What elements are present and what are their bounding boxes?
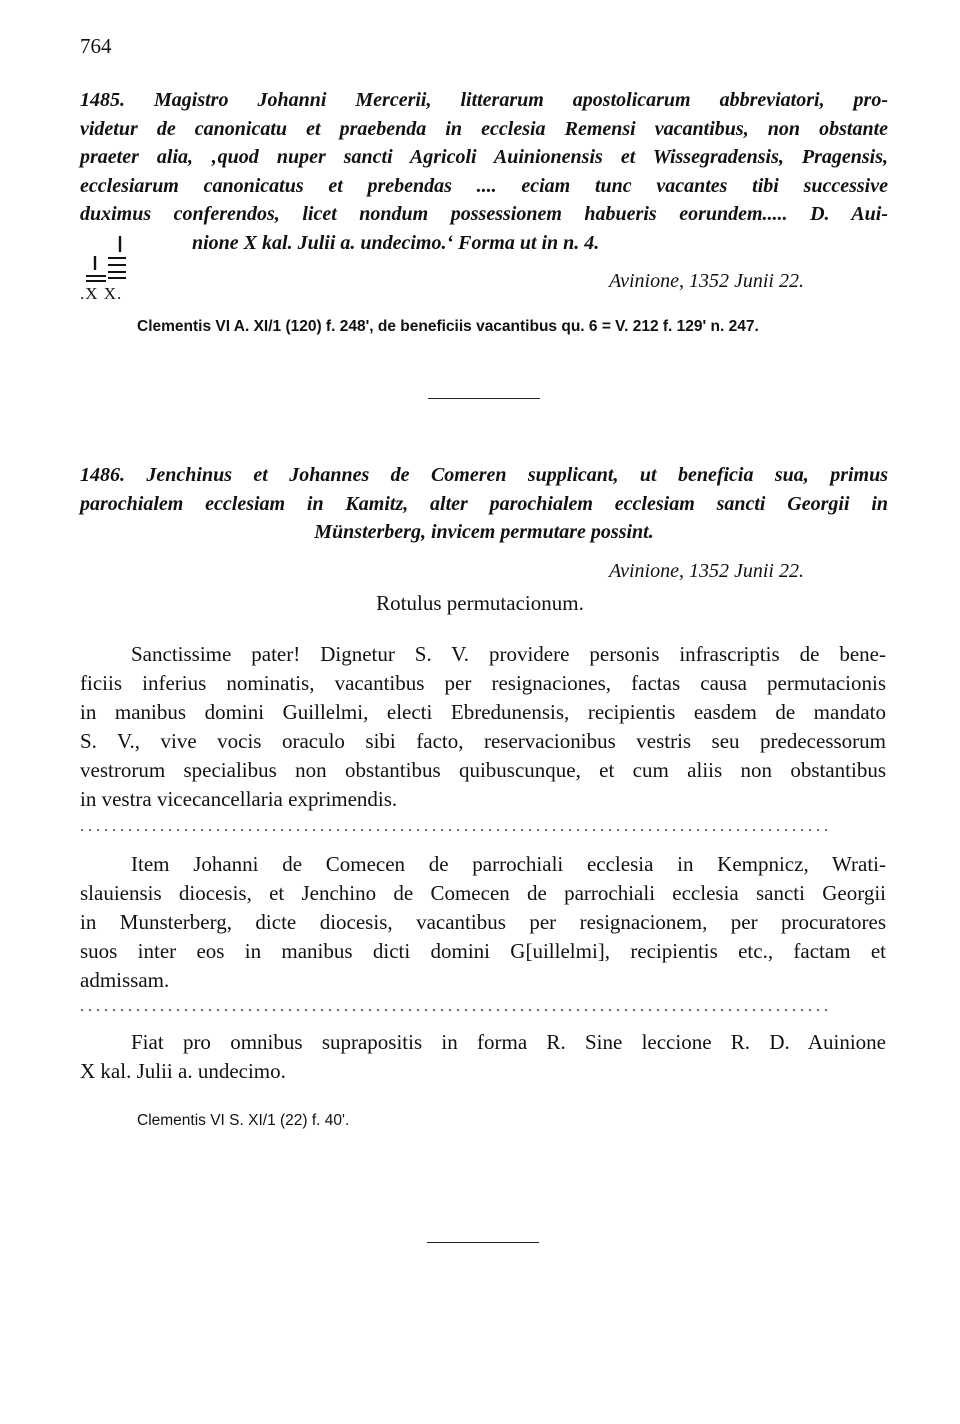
petition-line-5: vestrorum specialibus non obstantibus quibuscunque, et cum aliis non obstantibus [80, 758, 886, 782]
item-line-4: suos inter eos in manibus dicti domini G[uillelmi], recipientis etc., factam et [80, 939, 886, 963]
entry-1485-source: Clementis VI A. XI/1 (120) f. 248', de beneficiis vacantibus qu. 6 = V. 212 f. 129' n. 247. [137, 318, 759, 335]
entry-1485-line-3: praeter alia, ‚quod nuper sancti Agricoli Auinionensis et Wissegradensis, Pragensis, [80, 146, 888, 169]
entry-1485 [80, 86, 888, 258]
entry-1485-line-4: ecclesiarum canonicatus et prebendas .... eciam tunc vacantes tibi successive [80, 174, 888, 197]
item-paragraph [80, 850, 886, 995]
petition-line-6: in vestra vicecancellaria exprimendis. [80, 787, 398, 811]
rotulus-heading: Rotulus permutacionum. [376, 591, 584, 615]
petition-line-1: Sanctissime pater! Dignetur S. V. providere personis infrascriptis de bene- [131, 642, 886, 666]
item-line-1: Item Johanni de Comecen de parrochiali ecclesia in Kempnicz, Wrati- [131, 852, 886, 876]
fiat-line-2: X kal. Julii a. undecimo. [80, 1059, 286, 1083]
entry-1485-line-5: duximus conferendos, licet nondum possessionem habueris eorundem..... D. Aui- [80, 203, 888, 226]
sigla-text: .X X. [80, 284, 123, 303]
page-number: 764 [80, 34, 112, 58]
entry-1485-line-2: videtur de canonicatu et praebenda in ecclesia Remensi vacantibus, non obstante [80, 117, 888, 140]
entry-1486-date: Avinione, 1352 Junii 22. [609, 560, 804, 582]
entry-1485-date: Avinione, 1352 Junii 22. [609, 270, 804, 292]
fiat-line-1: Fiat pro omnibus suprapositis in forma R. Sine leccione R. D. Auinione [131, 1030, 886, 1054]
entry-number: 1486. [80, 464, 125, 486]
section-divider [428, 398, 540, 399]
fiat-paragraph [80, 1028, 886, 1086]
item-line-5: admissam. [80, 968, 170, 992]
entry-1485-line-1: 1485. Magistro Johanni Mercerii, litterarum apostolicarum abbreviatori, pro- [80, 89, 889, 111]
sigla-mark [80, 232, 180, 312]
entry-1486-line-2: parochialem ecclesiam in Kamitz, alter parochialem ecclesiam sancti Georgii in [80, 492, 888, 515]
petition-line-4: S. V., vive vocis oraculo sibi facto, reservacionibus vestris seu predecessorum [80, 729, 886, 753]
omission-dots-2: . . . . . . . . . . . . . . . . . . . . . . . . . . . . . . . . . . . . . . . . . . . . . . . . . . . . . . . . . . . . . . . . . . . . . . . . . . . . . . . . . . . . . . . . . . . . . . [80, 998, 828, 1015]
petition-line-2: ficiis inferius nominatis, vacantibus per resignaciones, factas causa permutacionis [80, 671, 886, 695]
omission-dots-1: . . . . . . . . . . . . . . . . . . . . . . . . . . . . . . . . . . . . . . . . . . . . . . . . . . . . . . . . . . . . . . . . . . . . . . . . . . . . . . . . . . . . . . . . . . . . . . [80, 818, 828, 835]
item-line-2: slauiensis diocesis, et Jenchino de Comecen de parrochiali ecclesia sancti Georgii [80, 881, 886, 905]
section-divider-bottom [427, 1242, 539, 1243]
entry-1486-summary [80, 461, 888, 547]
petition-line-3: in manibus domini Guillelmi, electi Ebredunensis, recipientis easdem de mandato [80, 700, 886, 724]
entry-1485-line-6: nione X kal. Julii a. undecimo.‘ Forma ut in n. 4. [192, 231, 600, 254]
item-line-3: in Munsterberg, dicte diocesis, vacantibus per resignacionem, per procuratores [80, 910, 886, 934]
entry-1486-source: Clementis VI S. XI/1 (22) f. 40'. [137, 1112, 350, 1129]
entry-number: 1485. [80, 89, 125, 111]
petition-paragraph [80, 640, 886, 814]
entry-1486-line-1: 1486. Jenchinus et Johannes de Comeren supplicant, ut beneficia sua, primus [80, 464, 888, 486]
entry-1486-line-3: Münsterberg, invicem permutare possint. [314, 521, 654, 544]
